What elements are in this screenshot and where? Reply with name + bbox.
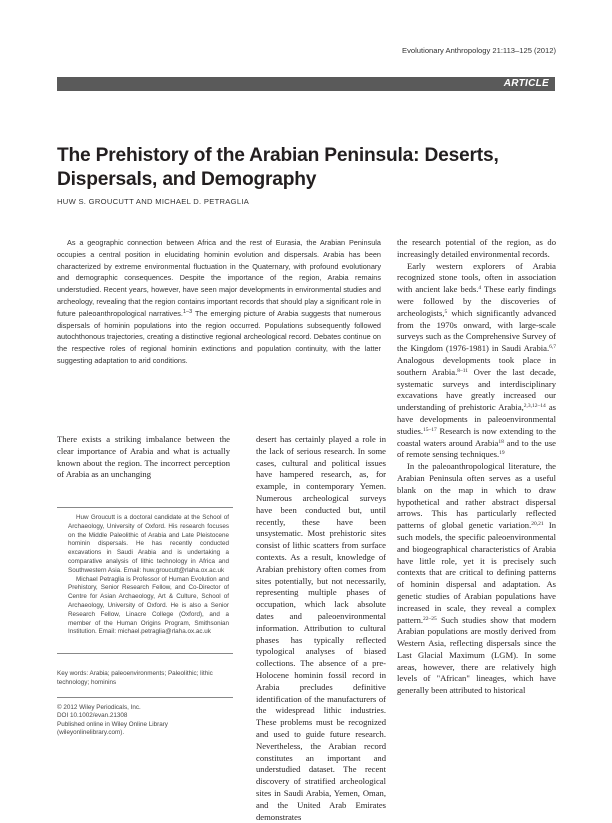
citation-ref[interactable]: 2,3,12–14 [523,403,546,410]
citation-ref[interactable]: 18 [498,438,504,445]
body-text: Such studies show that modern Arabian populations are mostly derived from Western Asia, reflecting dispersals since the Last Glacial Maximum (LGM). In some areas, however, there are relatively high levels of "African" lineages, which have generally been attributed to historical [397,614,556,696]
citation-ref[interactable]: 1–3 [182,308,193,315]
divider [57,697,233,698]
intro-text: There exists a striking imbalance between the clear importance of Arabia and what is actually known about the region. The incorrect perception of Arabia as an unchanging [57,434,230,480]
body-text: Research is now extending to the coastal waters around Arabia [397,425,556,448]
citation-ref[interactable]: 4 [478,285,482,292]
keywords: Key words: Arabia; paleoenvironments; Paleolithic; lithic technology; hominins [57,670,213,686]
body-text: Early western explorers of Arabia recognized stone tools, often in association with ancient lake beds. [397,260,556,295]
website-line[interactable]: (wileyonlinelibrary.com). [57,728,125,736]
citation-ref[interactable]: 15–17 [423,426,437,433]
copyright-block [57,704,233,737]
citation-ref[interactable]: 6,7 [549,344,556,351]
published-line: Published online in Wiley Online Library [57,720,168,728]
author-bio-box [57,507,233,654]
abstract-text-continued: The emerging picture of Arabia suggests that numerous dispersals of hominin populations into the region occurred. Populations subsequently followed autochthonous trajectories, creating a distinctive regional archeological record. Debates continue on the respective roles of regional hominin extinctions and population continuity, with the latter suggesting adaptation to arid conditions. [57,308,381,365]
doi-line[interactable]: DOI 10.1002/evan.21308 [57,712,128,720]
body-paragraph: the research potential of the region, as do increasingly detailed environmental records. [397,237,556,259]
body-column-right [397,237,556,763]
body-text: In the paleoanthropological literature, the Arabian Peninsula often serves as a useful blank on the map in which to draw hypothetical and rather abstract dispersal arrows. This has particularly reflected patterns of global genetic variation. [397,461,556,531]
citation-ref[interactable]: 8–11 [457,367,469,374]
citation-ref[interactable]: 22–25 [423,615,437,622]
body-text: as have developments in paleoenvironmental studies. [397,402,556,436]
body-paragraph [397,261,556,462]
article-section-label: ARTICLE [503,78,549,89]
journal-citation: Evolutionary Anthropology 21:113–125 (2012) [402,46,556,55]
author-line: HUW S. GROUCUTT AND MICHAEL D. PETRAGLIA [57,197,250,206]
abstract-text: As a geographic connection between Africa and the rest of Eurasia, the Arabian Peninsula occupies a central position in elucidating hominin evolution and dispersals. Arabia has been characterized by extreme environmental fluctuation in the Quaternary, with profound evolutionary and demographic consequences. Despite the importance of the region, Arabia remains understudied. Recent years, however, have seen major developments in environmental studies and archeology, revealing that the region contains important records that should play a significant role in future paleoanthropological narratives. [57,238,381,318]
article-title: The Prehistory of the Arabian Peninsula: Deserts, Dispersals, and Demography [57,145,499,190]
body-text: desert has certainly played a role in the lack of serious research. In some cases, cultural and political issues have hampered research, as, for example, in contemporary Yemen. Numerous archeological surveys have been conducted but, until recently, these have been unsystematic. Most prehistoric sites consist of lithic scatters from surface contexts. As a result, knowledge of Arabian prehistory often comes from sites potentially, but not necessarily, representing multiple phases of occupation, which lack absolute dates and paleoenvironmental information. Attribution to cultural phases has typically reflected typological analyses of biased collections. The absence of a pre-Holocene hominin fossil record in Arabia precludes definitive identification of the manufacturers of the widespread lithic industries. These problems must be recognized and used to guide future research. Nevertheless, the Arabian record constitutes an important and understudied dataset. The recent discovery of stratified archeological sites in Saudi Arabia, Yemen, Oman, and the United Arab Emirates demonstrates [256,434,386,822]
body-text: Analogous developments took place in southern Arabia. [397,354,556,377]
bio-groucutt: Huw Groucutt is a doctoral candidate at the School of Archaeology, University of Oxford. His research focuses on the Middle Paleolithic of Arabia and Late Pleistocene hominin dispersals. He has recently conducted excavations in Saudi Arabia and is undertaking a comparative analysis of lithic technology in Africa and Southwestern Asia. Email: huw.groucutt@rlaha.ox.ac.uk [68,514,229,574]
bio-petraglia: Michael Petraglia is Professor of Human Evolution and Prehistory, Senior Research Fellow, and Co-Director of Centre for Asian Archaeology, Art & Culture, School of Archaeology, University of Oxford. He is also a Senior Research Fellow, Linacre College (Oxford), and a member of the Human Origins Program, Smithsonian Institution. Email: michael.petraglia@rlaha.ox.ac.uk [68,575,229,636]
intro-paragraph [57,434,230,481]
body-text: Over the last decade, systematic surveys and interdisciplinary excavations have greatly increased our understanding of prehistoric Arabia, [397,366,556,413]
body-text: These early findings were followed by the discoveries of archeologists, [397,284,556,318]
body-text: which significantly advanced from the 1970s onward, with large-scale surveys such as the Comprehensive Survey of the Kingdom (1976-1981) in Saudi Arabia. [397,307,556,354]
body-column-middle [256,434,386,822]
body-text: In such models, the specific paleoenvironmental and biogeographical characteristics of Arabia have little role, yet it is precisely such contexts that are critical to defining patterns of hominin dispersal and adaptation. As genetic studies of Arabian populations have increased in scale, they reveal a complex pattern. [397,520,556,625]
citation-ref[interactable]: 5 [444,308,448,315]
abstract [57,237,381,367]
body-text: and to the use of remote sensing techniques. [397,437,556,460]
author-bio [68,514,229,637]
article-section-bar [57,77,555,91]
body-paragraph [397,461,556,697]
citation-ref[interactable]: 19 [499,450,505,457]
citation-ref[interactable]: 20,21 [531,521,544,528]
copyright-line: © 2012 Wiley Periodicals, Inc. [57,704,141,711]
